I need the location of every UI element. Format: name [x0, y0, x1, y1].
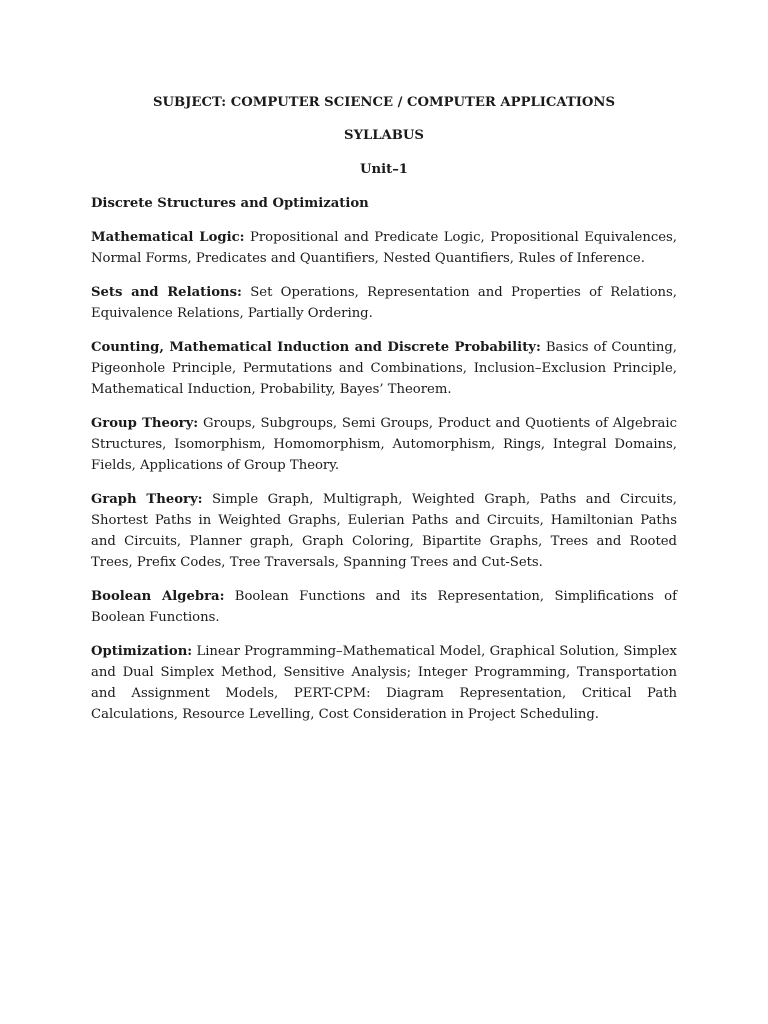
topic-boolean-algebra	[91, 586, 677, 628]
subject-heading: SUBJECT: COMPUTER SCIENCE / COMPUTER APPLICATIONS	[153, 95, 615, 110]
topic-mathematical-logic	[91, 227, 677, 269]
topic-heading: Graph Theory:	[91, 492, 203, 507]
topic-text: Linear Programming–Mathematical Model, Graphical Solution, Simplex and Dual Simplex Method, Sensitive Analysis; Integer Programming, Transportation and Assignment Models, PERT-CPM: Diagram Representation, Critical Path Calculations, Resource Levelling, Cost Consideration in Project Scheduling.	[91, 644, 677, 722]
topic-heading: Sets and Relations:	[91, 285, 242, 300]
topic-counting	[91, 337, 677, 400]
unit-heading: Unit–1	[360, 162, 408, 177]
topic-heading: Counting, Mathematical Induction and Discrete Probability:	[91, 340, 541, 355]
topic-sets-and-relations	[91, 282, 677, 324]
topic-text: Set Operations, Representation and Properties of Relations, Equivalence Relations, Partially Ordering.	[91, 285, 677, 321]
document-page	[91, 92, 677, 738]
topic-text: Boolean Functions and its Representation, Simplifications of Boolean Functions.	[91, 589, 678, 625]
topic-graph-theory	[91, 489, 677, 573]
topic-text: Simple Graph, Multigraph, Weighted Graph, Paths and Circuits, Shortest Paths in Weighted Graphs, Eulerian Paths and Circuits, Hamiltonian Paths and Circuits, Planner graph, Graph Coloring, Bipartite Graphs, Trees and Rooted Trees, Prefix Codes, Tree Traversals, Spanning Trees and Cut-Sets.	[91, 492, 677, 570]
topic-text: Groups, Subgroups, Semi Groups, Product and Quotients of Algebraic Structures, Isomorphism, Homomorphism, Automorphism, Rings, Integral Domains, Fields, Applications of Group Theory.	[91, 416, 677, 473]
topic-heading: Boolean Algebra:	[91, 589, 225, 604]
topic-optimization	[91, 641, 677, 725]
topic-group-theory	[91, 413, 677, 476]
topic-heading: Group Theory:	[91, 416, 199, 431]
topic-heading: Mathematical Logic:	[91, 230, 245, 245]
syllabus-heading: SYLLABUS	[344, 128, 424, 143]
topic-text: Basics of Counting, Pigeonhole Principle, Permutations and Combinations, Inclusion–Exclusion Principle, Mathematical Induction, Probability, Bayes’ Theorem.	[91, 340, 678, 397]
topic-text: Propositional and Predicate Logic, Propositional Equivalences, Normal Forms, Predicates and Quantifiers, Nested Quantifiers, Rules of Inference.	[91, 230, 677, 266]
topic-heading: Optimization:	[91, 644, 193, 659]
section-title: Discrete Structures and Optimization	[91, 196, 369, 211]
